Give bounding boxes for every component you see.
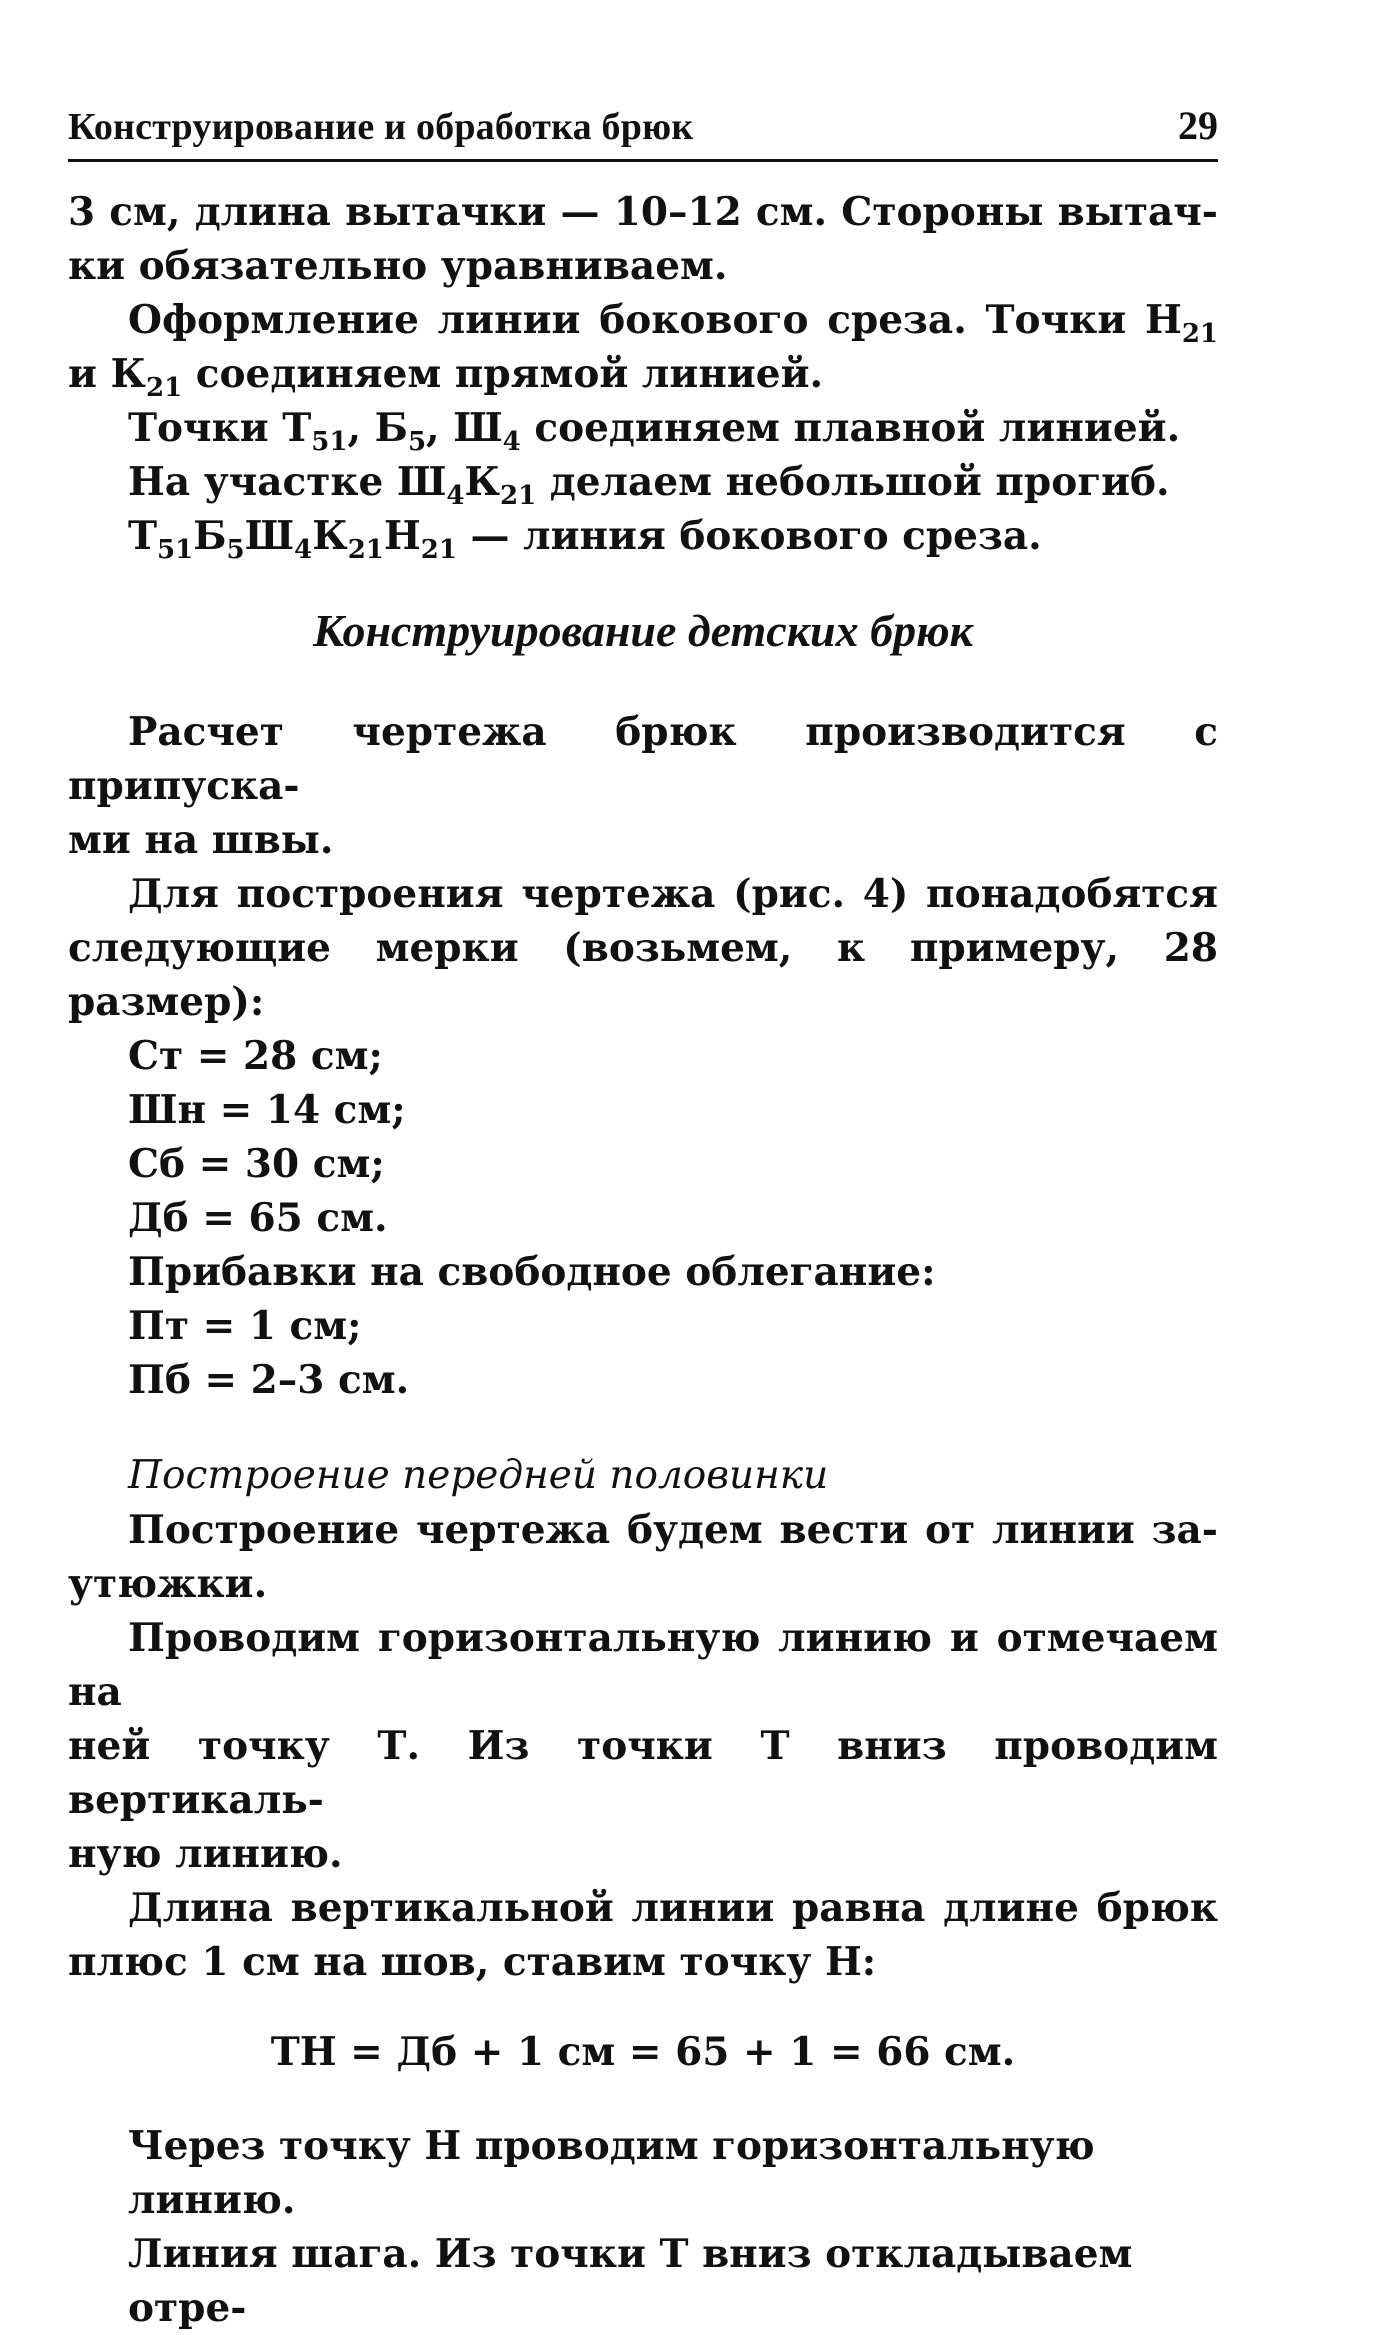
running-header — [68, 100, 1218, 162]
text-line: Длина вертикальной линии равна длине брюк — [128, 1885, 1218, 1931]
page-number: 29 — [1178, 103, 1218, 148]
text-line: ней точку Т. Из точки Т вниз проводим вертикаль- — [68, 1723, 1218, 1823]
text-line: Для построения чертежа (рис. 4) понадобятся — [128, 871, 1218, 917]
allowances-heading: Прибавки на свободное облегание: — [128, 1249, 936, 1295]
text-line: следующие мерки (возьмем, к примеру, 28 размер): — [68, 925, 1218, 1025]
measurement-item: Дб = 65 см. — [128, 1195, 388, 1241]
text-line: $Т_{51}Б_5Ш_4К_{21}Н_{21}$ — линия бокового среза. — [128, 513, 1042, 565]
allowance-item: Пт = 1 см; — [128, 1303, 362, 1349]
subsection-heading: Построение передней половинки — [128, 1453, 829, 1498]
formula: ТН = Дб + 1 см = 65 + 1 = 66 см. — [270, 2029, 1016, 2075]
text-line: Линия шага. Из точки Т вниз откладываем отре- — [128, 2231, 1133, 2331]
text-line: На участке $Ш_4К_{21}$ делаем небольшой прогиб. — [128, 459, 1170, 511]
allowance-item: Пб = 2–3 см. — [128, 1357, 410, 1403]
text-line: Построение чертежа будем вести от линии за- — [128, 1507, 1218, 1553]
text-line: ки обязательно уравниваем. — [68, 243, 728, 289]
text-line: ную линию. — [68, 1831, 343, 1877]
text-line: Оформление линии бокового среза. Точки $Н_{21}$ — [128, 297, 1218, 349]
text-line: плюс 1 см на шов, ставим точку Н: — [68, 1939, 877, 1985]
text-line: Точки $Т_{51}$, $Б_5$, $Ш_4$ соединяем плавной линией. — [128, 405, 1181, 457]
text-line: Через точку Н проводим горизонтальную линию. — [128, 2123, 1095, 2223]
text-line: Проводим горизонтальную линию и отмечаем на — [68, 1615, 1218, 1715]
section-heading: Конструирование детских брюк — [313, 605, 973, 656]
text-line: Расчет чертежа брюк производится с припуска- — [68, 709, 1218, 809]
page-body — [68, 185, 1218, 2335]
text-line: ми на швы. — [68, 817, 334, 863]
measurement-item: Шн = 14 см; — [128, 1087, 406, 1133]
measurement-item: Ст = 28 см; — [128, 1033, 383, 1079]
text-line: и $К_{21}$ соединяем прямой линией. — [68, 351, 824, 403]
running-header-title: Конструирование и обработка брюк — [68, 106, 694, 148]
measurement-item: Сб = 30 см; — [128, 1141, 385, 1187]
text-line: 3 см, длина вытачки — 10–12 см. Стороны вытач- — [68, 189, 1218, 235]
text-line: утюжки. — [68, 1561, 268, 1607]
